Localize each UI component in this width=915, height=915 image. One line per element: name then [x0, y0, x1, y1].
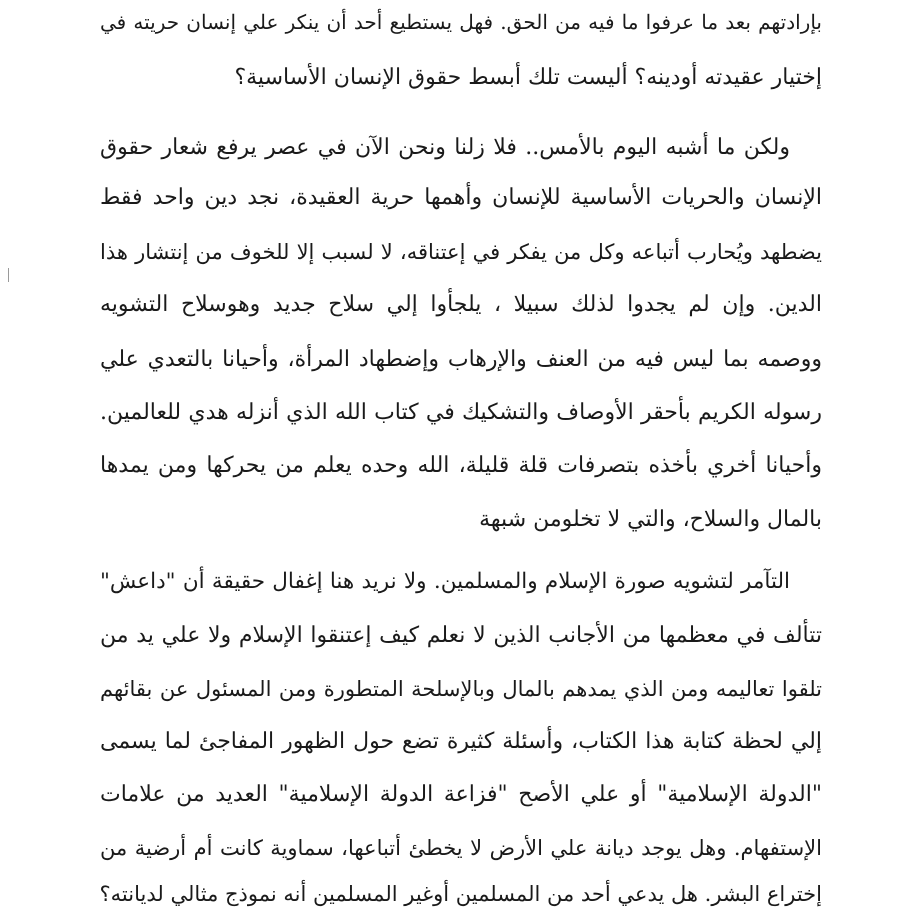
text-line: إلي لحظة كتابة هذا الكتاب، وأسئلة كثيرة تضع حول الظهور المفاجئ لما يسمى: [100, 729, 822, 754]
text-line: الدين. وإن لم يجدوا لذلك سبيلا ، يلجأوا إلي سلاح جديد وهوسلاح التشويه: [100, 292, 822, 317]
text-line: الإنسان والحريات الأساسية للإنسان وأهمها حرية العقيدة، نجد دين واحد فقط: [100, 185, 822, 210]
text-line: وأحيانا أخري بأخذه بتصرفات قلة قليلة، الله وحده يعلم من يحركها ومن يمدها: [100, 453, 822, 478]
text-line: إختيار عقيدته أودينه؟ أليست تلك أبسط حقوق الإنسان الأساسية؟: [234, 65, 822, 90]
text-line: رسوله الكريم بأحقر الأوصاف والتشكيك في كتاب الله الذي أنزله هدي للعالمين.: [100, 400, 822, 425]
text-line: تلقوا تعاليمه ومن الذي يمدهم بالمال وبالإسلحة المتطورة ومن المسئول عن بقائهم: [100, 677, 822, 701]
text-line: ووصمه بما ليس فيه من العنف والإرهاب وإضطهاد المرأة، وأحيانا بالتعدي علي: [100, 347, 822, 372]
text-line: تتألف في معظمها من الأجانب الذين لا نعلم كيف إعتنقوا الإسلام ولا علي يد من: [100, 623, 822, 648]
text-line: إختراع البشر. هل يدعي أحد من المسلمين أوغير المسلمين أنه نموذج مثالي لديانته؟: [100, 882, 822, 906]
text-line: التآمر لتشويه صورة الإسلام والمسلمين. ولا نريد هنا إغفال حقيقة أن "داعش": [100, 569, 790, 594]
text-line: يضطهد ويُحارب أتباعه وكل من يفكر في إعتناقه، لا لسبب إلا للخوف من إنتشار هذا: [100, 240, 822, 264]
text-line: الإستفهام. وهل يوجد ديانة علي الأرض لا يخطئ أتباعها، سماوية كانت أم أرضية من: [100, 836, 822, 860]
text-line: بالمال والسلاح، والتي لا تخلومن شبهة: [479, 507, 822, 532]
text-line: ولكن ما أشبه اليوم بالأمس.. فلا زلنا ونحن الآن في عصر يرفع شعار حقوق: [100, 135, 790, 160]
text-line: بإرادتهم بعد ما عرفوا ما فيه من الحق. فهل يستطيع أحد أن ينكر علي إنسان حريته في: [100, 10, 822, 34]
text-line: "الدولة الإسلامية" أو علي الأصح "فزاعة الدولة الإسلامية" العديد من علامات: [100, 782, 822, 807]
